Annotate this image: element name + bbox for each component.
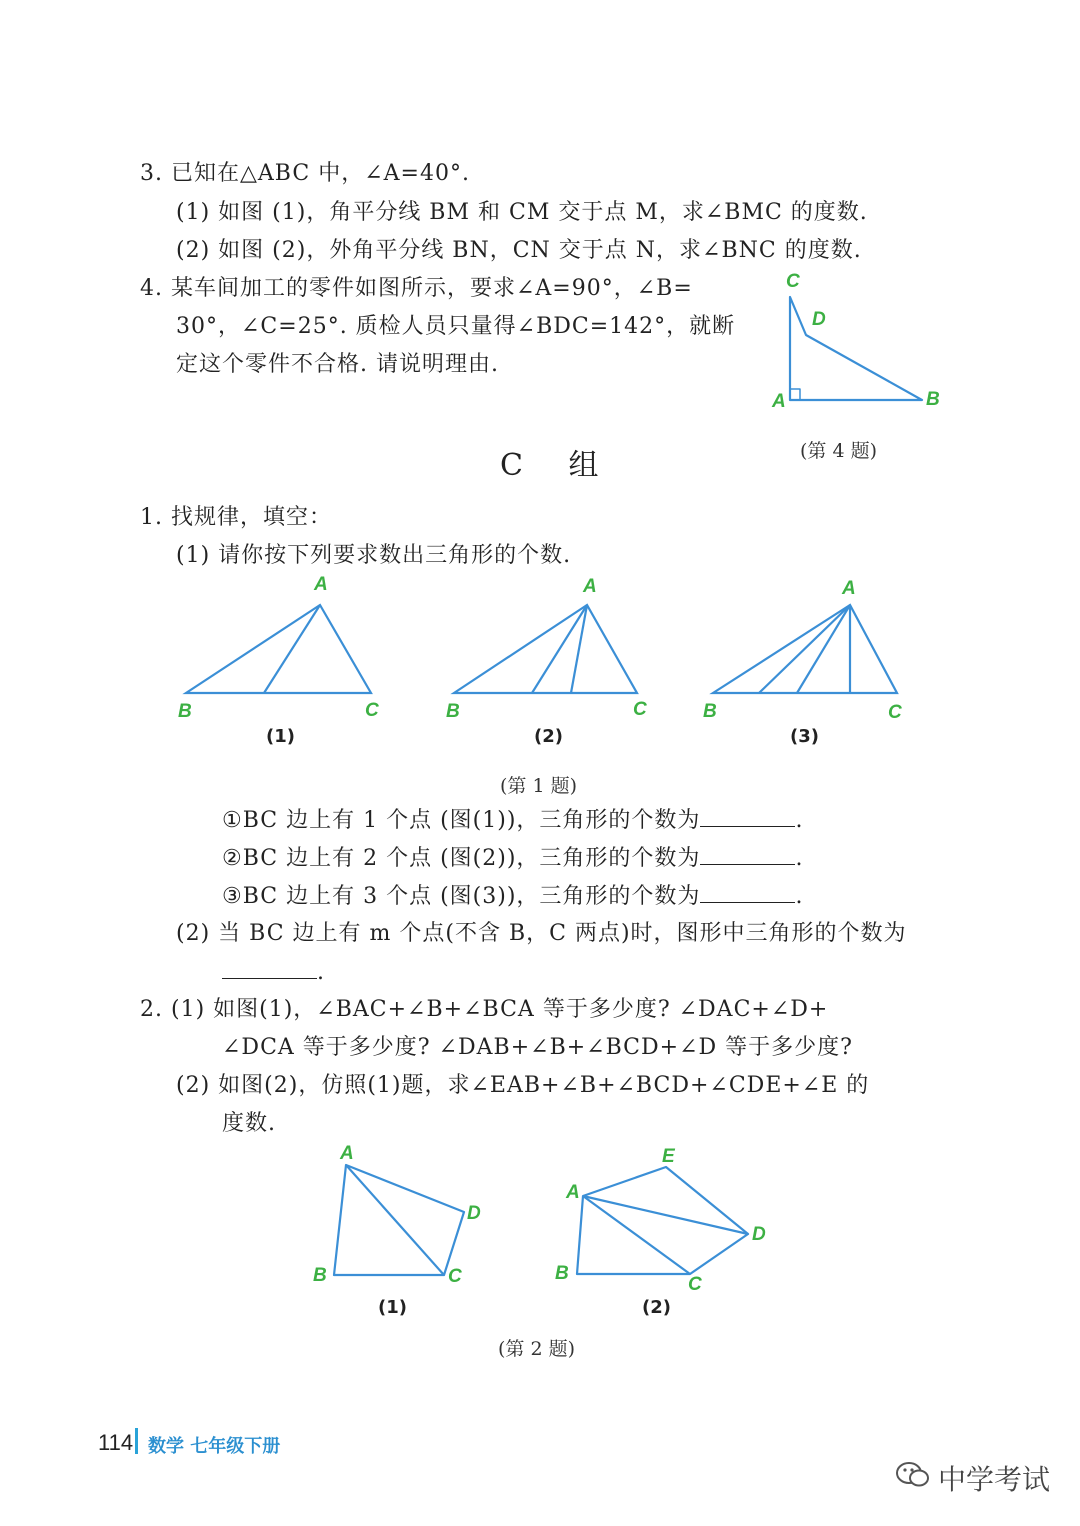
- part-shape: [790, 297, 922, 400]
- c2-fig1-subcaption: (1): [378, 1297, 407, 1318]
- wechat-icon: [895, 1460, 931, 1490]
- c2-fig1-label-c: C: [448, 1266, 462, 1287]
- watermark-text: 中学考试: [938, 1463, 1051, 1496]
- c1-fig1-label-c: C: [365, 700, 379, 721]
- p4-label-c: C: [786, 271, 800, 292]
- answer-blank: [700, 882, 795, 903]
- c1-fig2-label-c: C: [633, 699, 647, 720]
- c2-line-1: 2. (1) 如图(1)，∠BAC+∠B+∠BCA 等于多少度? ∠DAC+∠D+: [140, 997, 829, 1022]
- c1-fig2-label-a: A: [583, 576, 597, 597]
- c2-line-4: 度数.: [222, 1111, 276, 1136]
- c2-caption: (第 2 题): [498, 1338, 575, 1360]
- c1-fig2-subcaption: (2): [534, 726, 563, 747]
- c1-fig2-triangle: [454, 605, 637, 693]
- c1-fig1-subcaption: (1): [266, 726, 295, 747]
- c1-part-2-answer: .: [222, 958, 325, 987]
- problem-4-figure: [790, 297, 922, 400]
- c1-figure-1: [186, 605, 371, 693]
- answer-blank: [700, 844, 795, 865]
- p4-label-b: B: [926, 389, 940, 410]
- c2-fig2-label-b: B: [555, 1263, 569, 1284]
- c2-fig2-subcaption: (2): [642, 1297, 671, 1318]
- c1-figure-2: [454, 605, 637, 693]
- c2-fig2-label-c: C: [688, 1274, 702, 1295]
- c2-fig2-pentagon: [577, 1167, 748, 1274]
- c1-item-3: ③BC 边上有 3 个点 (图(3))，三角形的个数为 .: [222, 884, 804, 909]
- c2-figure-1: [334, 1165, 464, 1275]
- c1-part-2: (2) 当 BC 边上有 m 个点(不含 B，C 两点)时，图形中三角形的个数为: [176, 921, 907, 946]
- answer-blank: [700, 806, 795, 827]
- p4-caption: (第 4 题): [800, 440, 877, 462]
- c2-fig1-label-b: B: [313, 1265, 327, 1286]
- problem-3-statement: 3. 已知在△ABC 中，∠A=40°.: [140, 161, 470, 186]
- c2-fig2-label-d: D: [752, 1224, 766, 1245]
- c2-fig2-label-e: E: [662, 1146, 675, 1167]
- c1-fig3-label-b: B: [703, 701, 717, 722]
- c1-fig3-label-c: C: [888, 702, 902, 723]
- answer-blank: [222, 958, 317, 979]
- c1-item-1: ①BC 边上有 1 个点 (图(1))，三角形的个数为 .: [222, 808, 804, 833]
- c1-item-2: ②BC 边上有 2 个点 (图(2))，三角形的个数为 .: [222, 846, 804, 871]
- problem-4-line-3: 定这个零件不合格. 请说明理由.: [176, 352, 499, 377]
- c1-part-1: (1) 请你按下列要求数出三角形的个数.: [176, 543, 572, 568]
- c2-fig1-label-a: A: [340, 1143, 354, 1164]
- c2-line-3: (2) 如图(2)，仿照(1)题，求∠EAB+∠B+∠BCD+∠CDE+∠E 的: [176, 1073, 870, 1098]
- c1-fig3-label-a: A: [842, 578, 856, 599]
- c2-fig1-label-d: D: [467, 1203, 481, 1224]
- c2-fig1-quadrilateral: [334, 1165, 464, 1275]
- c2-figure-2: [577, 1167, 748, 1274]
- problem-4-line-1: 4. 某车间加工的零件如图所示，要求∠A=90°，∠B=: [140, 276, 693, 301]
- footer-book-title: 数学 七年级下册: [148, 1436, 281, 1457]
- problem-4-line-2: 30°，∠C=25°. 质检人员只量得∠BDC=142°，就断: [176, 314, 736, 339]
- c1-fig2-label-b: B: [446, 701, 460, 722]
- c1-fig1-cevian: [264, 605, 320, 693]
- c1-fig1-triangle: [186, 605, 371, 693]
- problem-3-part-2: (2) 如图 (2)，外角平分线 BN，CN 交于点 N，求∠BNC 的度数.: [176, 238, 862, 263]
- p4-label-d: D: [812, 309, 826, 330]
- c1-fig3-subcaption: (3): [790, 726, 819, 747]
- c2-fig1-diagonal: [346, 1165, 444, 1275]
- p4-label-a: A: [772, 391, 786, 412]
- c1-caption: (第 1 题): [500, 775, 577, 797]
- problem-3-part-1: (1) 如图 (1)，角平分线 BM 和 CM 交于点 M，求∠BMC 的度数.: [176, 200, 868, 225]
- footer-divider: [135, 1428, 138, 1454]
- c1-fig1-label-b: B: [178, 701, 192, 722]
- c1-fig1-label-a: A: [314, 574, 328, 595]
- c1-intro: 1. 找规律，填空：: [140, 505, 332, 530]
- c2-fig2-label-a: A: [566, 1182, 580, 1203]
- page-number: 114: [98, 1430, 134, 1455]
- right-angle-mark: [790, 389, 800, 400]
- section-heading: C 组: [500, 448, 617, 483]
- c2-line-2: ∠DCA 等于多少度? ∠DAB+∠B+∠BCD+∠D 等于多少度?: [222, 1035, 853, 1060]
- c1-figure-3: [713, 605, 897, 693]
